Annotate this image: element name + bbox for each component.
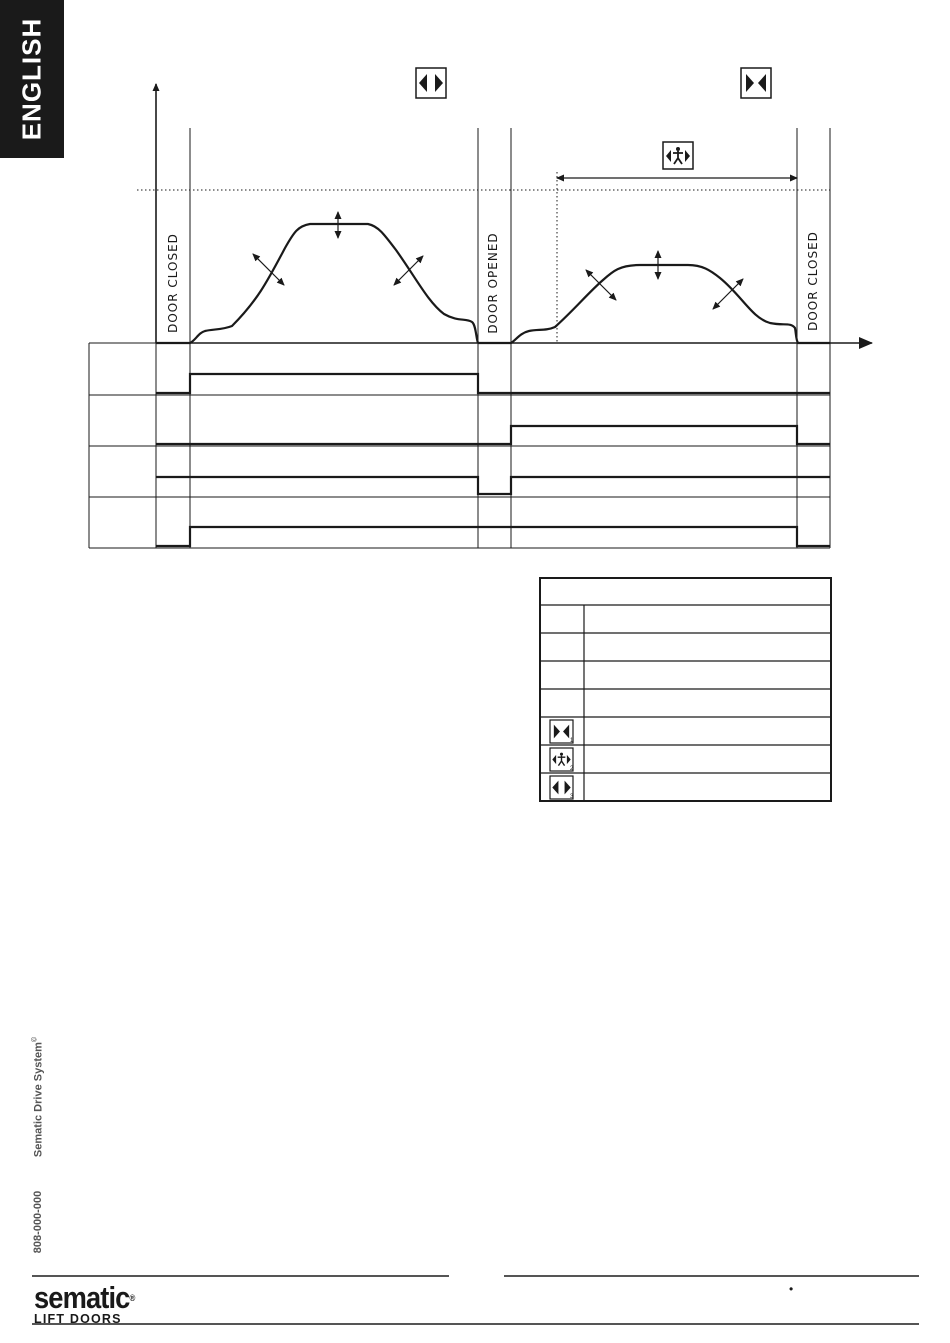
footer-rule-left — [32, 1275, 449, 1277]
phase-label-door-opened: DOOR OPENED — [486, 232, 500, 334]
phase-label-door-closed-end: DOOR CLOSED — [806, 231, 820, 331]
door-open-icon — [416, 68, 446, 98]
document-title-text: Sematic Drive System — [32, 1042, 45, 1158]
logo-word-text: sematic — [34, 1280, 130, 1315]
svg-text:1: 1 — [570, 738, 574, 744]
sematic-logo — [34, 1280, 148, 1326]
obstacle-reversal-icon — [663, 142, 693, 169]
legend-table — [540, 578, 831, 801]
legend-open-icon — [550, 776, 574, 800]
logo-subtitle: LIFT DOORS — [34, 1312, 122, 1326]
document-code: 808-000-000 — [32, 1190, 44, 1254]
language-tab-label: ENGLISH — [16, 17, 47, 141]
footer-rule-right — [504, 1275, 919, 1277]
footer-rule-bottom — [32, 1323, 919, 1325]
logo-wordmark — [34, 1280, 135, 1315]
opening-profile — [156, 224, 478, 343]
legend-reversal-icon — [550, 748, 574, 772]
svg-text:2: 2 — [570, 766, 574, 772]
phase-label-door-closed-start: DOOR CLOSED — [166, 233, 180, 333]
footer-bullet: • — [789, 1282, 794, 1296]
svg-text:3: 3 — [570, 794, 574, 800]
closing-profile — [478, 265, 830, 343]
door-close-icon — [741, 68, 771, 98]
document-title — [32, 1037, 45, 1157]
signal-waveforms — [156, 374, 830, 546]
signal-row-2 — [156, 395, 830, 444]
signal-row-1 — [156, 374, 830, 393]
logo-registered-mark: ® — [129, 1293, 135, 1303]
legend-close-icon — [550, 720, 574, 744]
signal-row-3 — [156, 446, 830, 494]
signal-row-4 — [156, 497, 830, 546]
document-title-mark: © — [31, 1036, 39, 1043]
